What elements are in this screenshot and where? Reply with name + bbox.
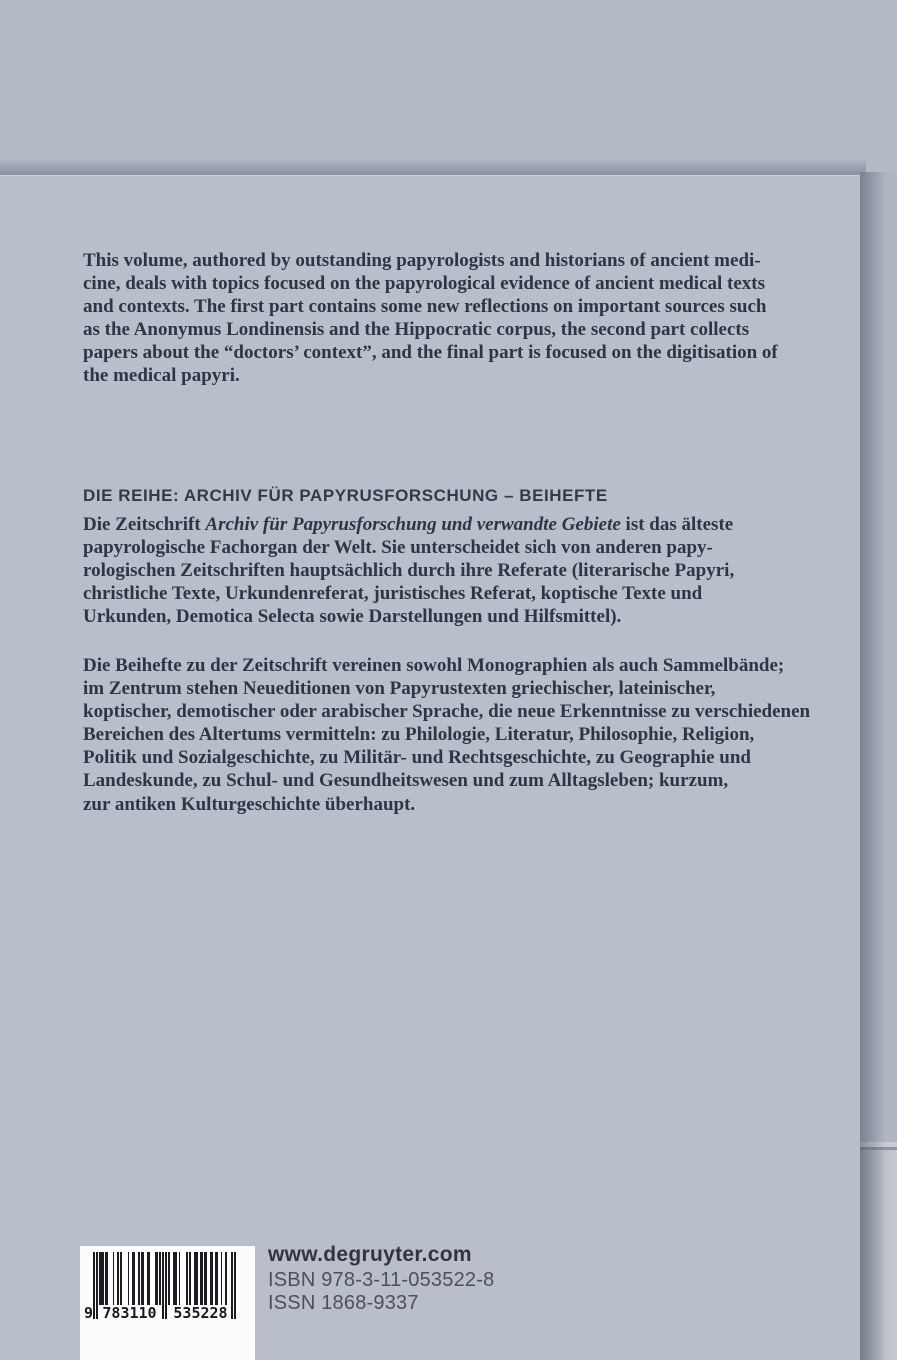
text-line: Politik und Sozialgeschichte, zu Militär- und Rechtsgeschichte, zu Geographie und: [83, 747, 751, 769]
text-line: papers about the “doctors’ context”, and the final part is focused on the digitisation of: [83, 342, 778, 364]
barcode-bar: [197, 1252, 199, 1305]
barcode-bar: [206, 1252, 208, 1305]
barcode-bar: [102, 1252, 104, 1305]
barcode-bar: [128, 1252, 130, 1305]
text-line: rologischen Zeitschriften hauptsächlich durch ihre Referate (literarische Papyri,: [83, 560, 735, 582]
barcode-bar: [113, 1252, 115, 1305]
text-line: as the Anonymus Londinensis and the Hippocratic corpus, the second part collects: [83, 319, 750, 341]
publisher-info-block: [268, 1243, 494, 1314]
barcode-bar: [149, 1252, 151, 1305]
text-line: Die Beihefte zu der Zeitschrift vereinen sowohl Monographien als auch Sammelbände;: [83, 655, 785, 676]
isbn-number: ISBN 978-3-11-053522-8: [268, 1269, 495, 1291]
publisher-website: www.degruyter.com: [268, 1243, 472, 1266]
back-cover: [0, 172, 860, 1360]
barcode-bar: [162, 1252, 164, 1319]
barcode-bar: [212, 1252, 214, 1305]
text-line: christliche Texte, Urkundenreferat, juristisches Referat, koptische Texte und: [83, 583, 703, 605]
text-line: Bereichen des Altertums vermitteln: zu Philologie, Literatur, Philosophie, Religion,: [83, 724, 755, 746]
barcode-bar: [117, 1252, 119, 1305]
barcode-bar: [138, 1252, 140, 1305]
text-line: papyrologische Fachorgan der Welt. Sie unterscheidet sich von anderen papy-: [83, 537, 713, 559]
barcode-bar: [225, 1252, 227, 1305]
barcode-digit-leading: 9: [84, 1304, 94, 1322]
barcode-bar: [201, 1252, 203, 1305]
issn-number: ISSN 1868-9337: [268, 1291, 419, 1314]
barcode-bar: [134, 1252, 136, 1305]
barcode-sticker: [80, 1246, 255, 1360]
barcode-bar: [120, 1252, 122, 1305]
text-line: Die Zeitschrift Archiv für Papyrusforschung und verwandte Gebiete ist das älteste: [83, 514, 734, 535]
barcode-digit-group1: 783110: [102, 1304, 157, 1322]
text-line: koptischer, demotischer oder arabischer Sprache, die neue Erkenntnisse zu verschiedenen: [83, 701, 811, 723]
barcode-bar: [186, 1252, 188, 1305]
series-description-paragraph: [83, 513, 734, 628]
barcode-bar: [221, 1252, 223, 1305]
barcode-bar: [189, 1252, 191, 1305]
barcode-bar: [234, 1252, 236, 1319]
barcode-bar: [107, 1252, 109, 1305]
barcode-bar: [156, 1252, 158, 1305]
barcode-bar: [168, 1252, 170, 1305]
text-line: cine, deals with topics focused on the papyrological evidence of ancient medical texts: [83, 273, 766, 295]
beihefte-description-paragraph: [83, 654, 810, 816]
text-line: Landeskunde, zu Schul- und Gesundheitswesen und zum Alltagsleben; kurzum,: [83, 770, 729, 792]
text-line: This volume, authored by outstanding papyrologists and historians of ancient medi-: [83, 250, 761, 271]
text-line: zur antiken Kulturgeschichte überhaupt.: [83, 793, 416, 815]
text-line: Urkunden, Demotica Selecta sowie Darstellungen und Hilfsmittel).: [83, 606, 622, 628]
barcode-digit-group2: 535228: [173, 1304, 228, 1322]
english-summary-paragraph: [83, 249, 778, 388]
barcode-bar: [165, 1252, 167, 1319]
barcode-bar: [159, 1252, 161, 1305]
text-line: im Zentrum stehen Neueditionen von Papyrustexten griechischer, lateinischer,: [83, 678, 716, 700]
text-line: the medical papyri.: [83, 365, 240, 387]
barcode-bar: [179, 1252, 181, 1305]
barcode-bar: [143, 1252, 145, 1305]
series-heading: DIE REIHE: ARCHIV FÜR PAPYRUSFORSCHUNG – BEIHEFTE: [83, 486, 608, 505]
text-line: and contexts. The first part contains some new reflections on important sources such: [83, 296, 767, 318]
barcode-bar: [176, 1252, 178, 1305]
barcode-bar: [216, 1252, 218, 1305]
